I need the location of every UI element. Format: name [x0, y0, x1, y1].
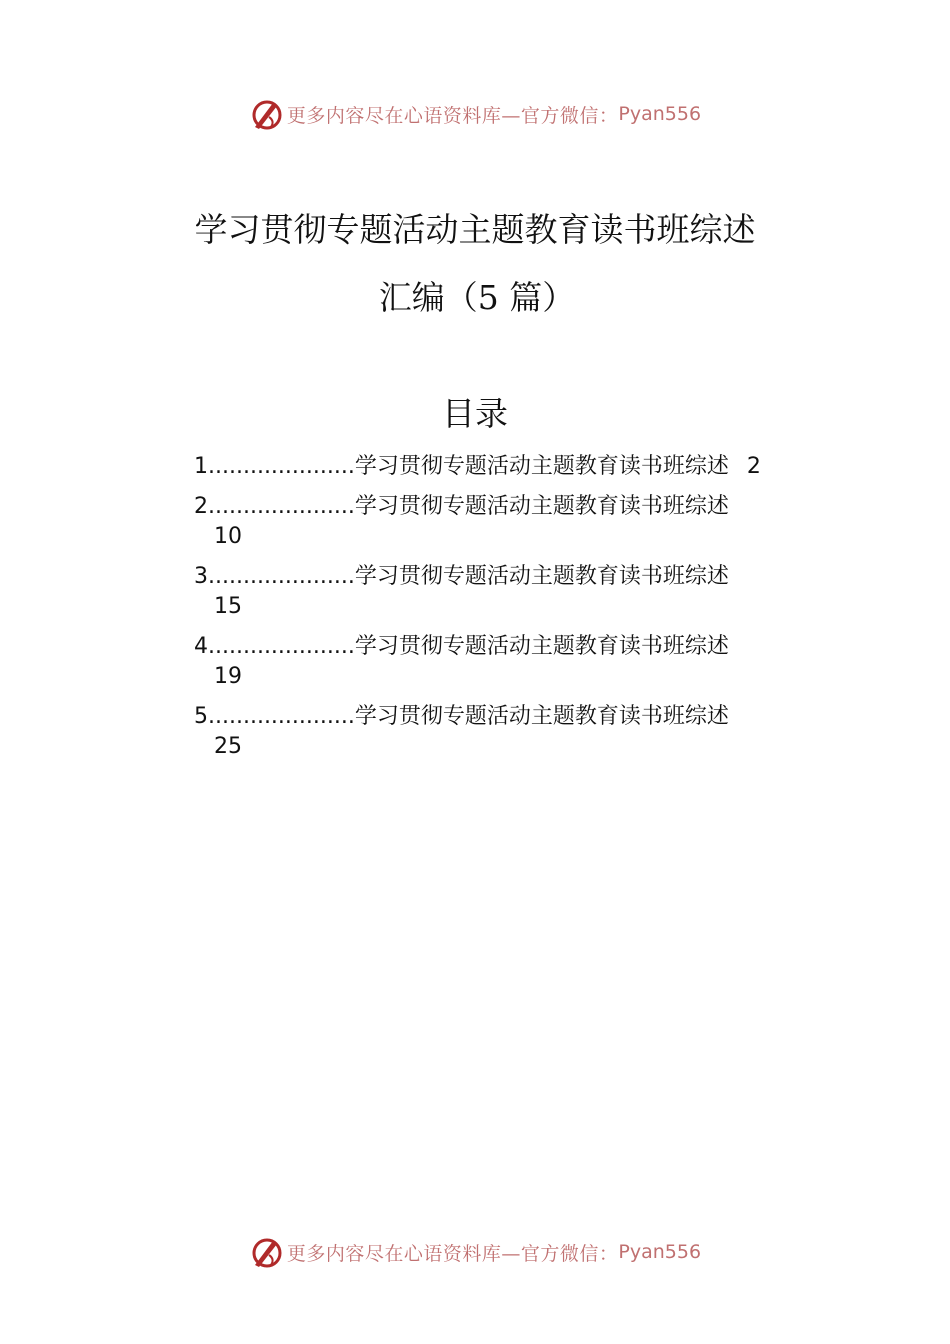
toc-item-page: 19 — [214, 664, 242, 689]
toc-item-page: 10 — [214, 524, 242, 549]
document-title-line1: 学习贯彻专题活动主题教育读书班综述 — [194, 210, 756, 249]
toc-item-3[interactable] — [194, 562, 854, 622]
footer-banner-id: Pyan556 — [618, 1241, 702, 1263]
toc-heading: 目录 — [442, 394, 508, 433]
footer-banner-text: 更多内容尽在心语资料库—官方微信： — [286, 1242, 619, 1265]
document-title-line2: 汇编（5 篇） — [378, 278, 576, 317]
header-banner-id: Pyan556 — [618, 103, 702, 125]
toc-item-page: 2 — [746, 454, 761, 479]
toc-item-1[interactable] — [194, 452, 854, 482]
pen-circle-logo-icon — [249, 97, 283, 131]
toc-item-label: 2.....................学习贯彻专题活动主题教育读书班综述 — [194, 494, 729, 519]
toc-item-label: 1.....................学习贯彻专题活动主题教育读书班综述 — [194, 454, 729, 479]
toc-item-label: 4.....................学习贯彻专题活动主题教育读书班综述 — [194, 634, 729, 659]
footer-banner — [0, 1232, 950, 1272]
toc-item-4[interactable] — [194, 632, 854, 692]
table-of-contents — [194, 452, 854, 772]
toc-item-page: 25 — [214, 734, 242, 759]
toc-item-page: 15 — [214, 594, 242, 619]
header-banner-text: 更多内容尽在心语资料库—官方微信： — [286, 104, 619, 127]
toc-item-label: 3.....................学习贯彻专题活动主题教育读书班综述 — [194, 564, 729, 589]
header-banner — [0, 94, 950, 134]
pen-circle-logo-icon — [249, 1235, 283, 1269]
toc-item-label: 5.....................学习贯彻专题活动主题教育读书班综述 — [194, 704, 729, 729]
toc-item-2[interactable] — [194, 492, 854, 552]
toc-item-5[interactable] — [194, 702, 854, 762]
